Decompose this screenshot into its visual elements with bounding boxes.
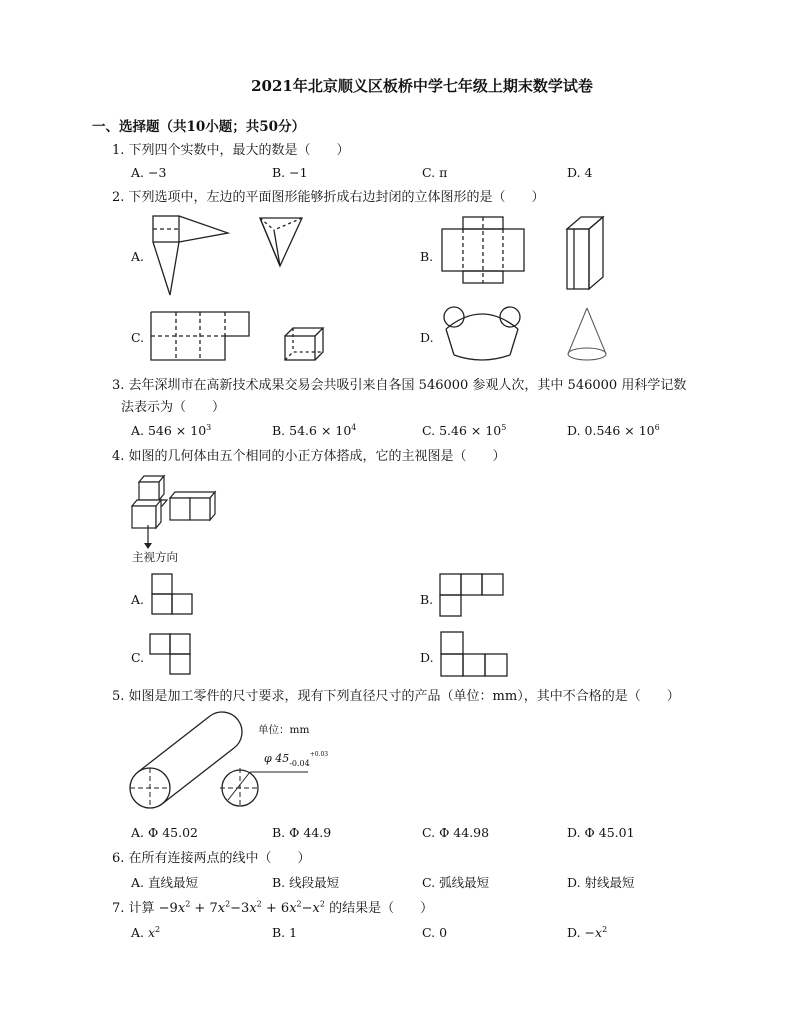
question-7-stem: 7. 计算 $-9x^2 + 7x^2-3x^2 + 6x^2-x^2$ 的结果是（ ） — [112, 899, 434, 916]
q3-option-c: C. $5.46 \times 10^5$ — [422, 422, 507, 438]
question-6-stem: 6. 在所有连接两点的线中（ ） — [112, 851, 311, 866]
q7-option-d: D. $-x^2$ — [567, 924, 608, 940]
q4-label-d: D. — [420, 650, 434, 665]
section-heading: 一、选择题（共10小题；共50分） — [92, 119, 306, 135]
q5-unit-label: 单位：mm — [258, 724, 310, 736]
q4-view-caption: 主视方向 — [132, 550, 178, 564]
q2-figure-a-net — [150, 213, 230, 298]
q7-option-b: B. 1 — [272, 925, 298, 940]
q5-dimension: φ $45_{-0.04}^{+0.03}$ — [264, 751, 329, 768]
question-5-stem: 5. 如图是加工零件的尺寸要求，现有下列直径尺寸的产品（单位：mm），其中不合格的是（ ） — [112, 689, 680, 704]
q4-option-b-figure — [439, 573, 509, 618]
q2-figure-a-pyramid — [258, 216, 308, 271]
q2-label-a: A. — [131, 249, 145, 264]
question-3-stem-line1: 3. 去年深圳市在高新技术成果交易会共吸引来自各国 546000 参观人次，其中 546000 用科学记数 — [112, 378, 687, 393]
q7-option-c: C. 0 — [422, 925, 448, 940]
q5-option-c: C. Φ 44.98 — [422, 825, 490, 840]
q2-figure-b-prism — [565, 215, 610, 295]
q6-option-c: C. 弧线最短 — [422, 875, 490, 890]
question-4-stem: 4. 如图的几何体由五个相同的小正方体搭成，它的主视图是（ ） — [112, 449, 506, 464]
q2-figure-c-box — [283, 326, 328, 364]
q3-option-b: B. $54.6 \times 10^4$ — [272, 422, 357, 438]
q4-option-d-figure — [440, 631, 512, 679]
q2-figure-b-net — [441, 216, 531, 296]
q1-option-d: D. 4 — [567, 165, 593, 180]
q3-option-a: A. $546 \times 10^3$ — [131, 422, 212, 438]
q2-figure-d-net — [440, 303, 530, 363]
q4-label-a: A. — [131, 592, 145, 607]
question-3-stem-line2: 法表示为（ ） — [121, 400, 226, 415]
page-title: 2021年北京顺义区板桥中学七年级上期末数学试卷 — [251, 77, 593, 95]
q4-label-b: B. — [420, 592, 434, 607]
q6-option-d: D. 射线最短 — [567, 875, 635, 890]
q4-option-a-figure — [151, 573, 196, 618]
question-2-stem: 2. 下列选项中，左边的平面图形能够折成右边封闭的立体图形的是（ ） — [112, 190, 545, 205]
q5-option-a: A. Φ 45.02 — [131, 825, 198, 840]
question-1-stem: 1. 下列四个实数中，最大的数是（ ） — [112, 143, 350, 158]
q3-option-d: D. $0.546 \times 10^6$ — [567, 422, 660, 438]
q7-option-a: A. $x^2$ — [131, 924, 161, 940]
q6-option-a: A. 直线最短 — [131, 875, 198, 890]
q2-label-d: D. — [420, 330, 434, 345]
q4-option-c-figure — [149, 633, 194, 678]
q2-label-b: B. — [420, 249, 434, 264]
q5-option-d: D. Φ 45.01 — [567, 825, 635, 840]
q5-option-b: B. Φ 44.9 — [272, 825, 332, 840]
q1-option-b: B. −1 — [272, 165, 308, 180]
q1-option-a: A. −3 — [131, 165, 167, 180]
q2-label-c: C. — [131, 330, 145, 345]
q4-label-c: C. — [131, 650, 145, 665]
q1-option-c: C. π — [422, 165, 448, 180]
q6-option-b: B. 线段最短 — [272, 875, 340, 890]
q2-figure-d-cone — [565, 306, 610, 364]
q4-direction-arrow — [142, 525, 156, 549]
q2-figure-c-net — [150, 310, 255, 365]
